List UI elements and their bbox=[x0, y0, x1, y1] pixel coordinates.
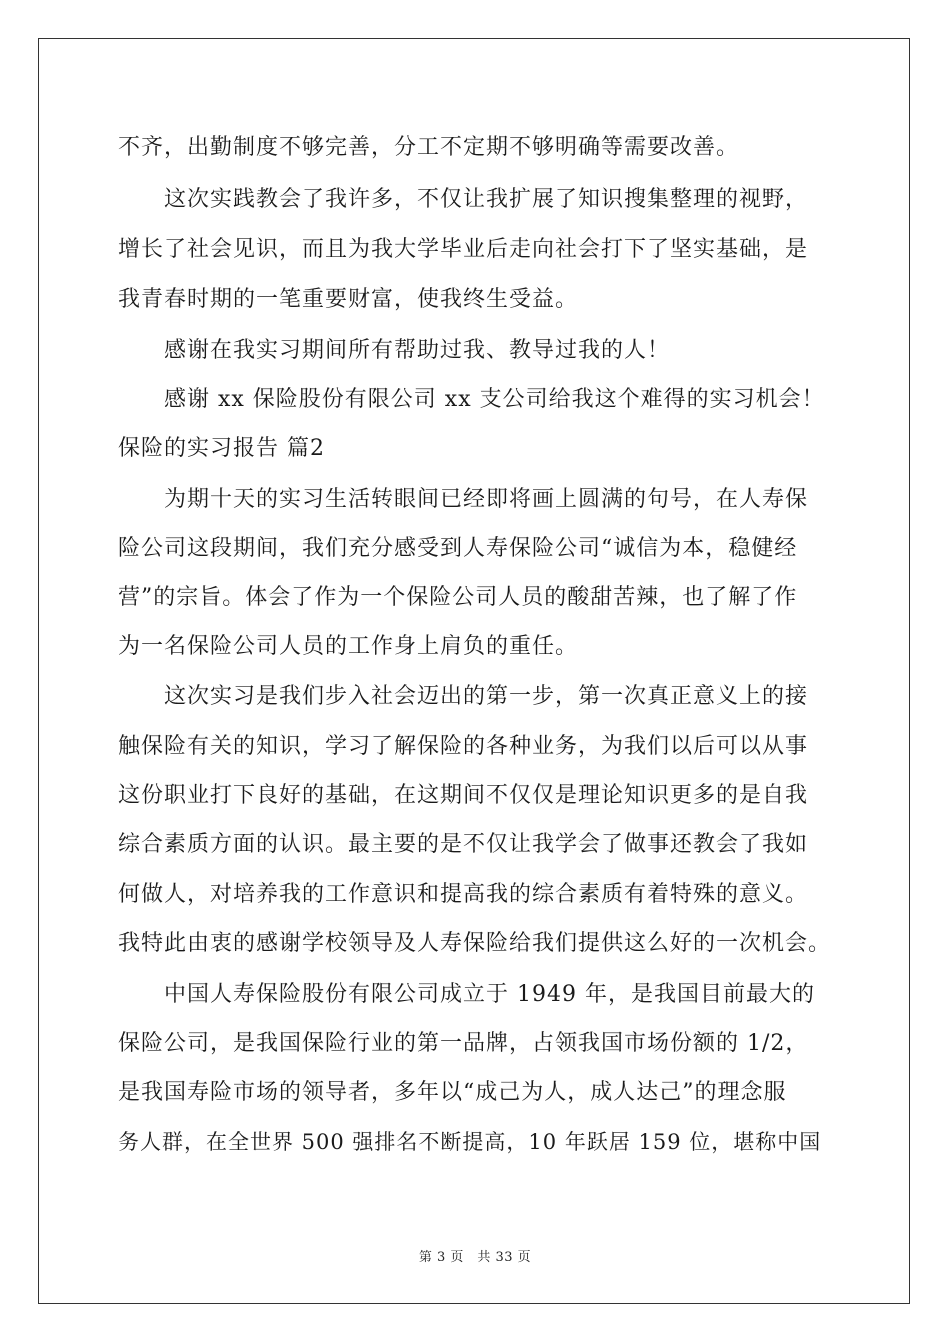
text-line: 触保险有关的知识，学习了解保险的各种业务，为我们以后可以从事 bbox=[118, 734, 809, 759]
page-border bbox=[38, 38, 910, 1304]
text-line: 我青春时期的一笔重要财富，使我终生受益。 bbox=[118, 287, 579, 312]
text-line: 综合素质方面的认识。最主要的是不仅让我学会了做事还教会了我如 bbox=[118, 832, 809, 857]
page-number: 第 3 页 共 33 页 bbox=[418, 1250, 532, 1265]
text-line: 险公司这段期间，我们充分感受到人寿保险公司“诚信为本，稳健经 bbox=[118, 536, 798, 561]
text-line: 不齐，出勤制度不够完善，分工不定期不够明确等需要改善。 bbox=[118, 135, 740, 160]
text-line: 营”的宗旨。体会了作为一个保险公司人员的酸甜苦辣，也了解了作 bbox=[118, 585, 798, 610]
text-line: 为一名保险公司人员的工作身上肩负的重任。 bbox=[118, 634, 579, 659]
text-line: 这份职业打下良好的基础，在这期间不仅仅是理论知识更多的是自我 bbox=[118, 783, 809, 808]
text-line: 感谢 xx 保险股份有限公司 xx 支公司给我这个难得的实习机会！ bbox=[118, 387, 825, 412]
text-line: 保险公司，是我国保险行业的第一品牌，占领我国市场份额的 1/2， bbox=[118, 1031, 809, 1056]
text-line: 何做人，对培养我的工作意识和提高我的综合素质有着特殊的意义。 bbox=[118, 882, 809, 907]
text-line: 中国人寿保险股份有限公司成立于 1949 年，是我国目前最大的 bbox=[118, 982, 815, 1007]
text-line: 增长了社会见识，而且为我大学毕业后走向社会打下了坚实基础，是 bbox=[118, 237, 809, 262]
text-line: 这次实习是我们步入社会迈出的第一步，第一次真正意义上的接 bbox=[118, 684, 809, 709]
text-line: 是我国寿险市场的领导者，多年以“成己为人，成人达己”的理念服 bbox=[118, 1080, 787, 1105]
text-line: 这次实践教会了我许多，不仅让我扩展了知识搜集整理的视野， bbox=[118, 187, 809, 212]
text-line: 为期十天的实习生活转眼间已经即将画上圆满的句号，在人寿保 bbox=[118, 487, 809, 512]
text-line: 务人群，在全世界 500 强排名不断提高，10 年跃居 159 位，堪称中国 bbox=[118, 1130, 822, 1154]
text-line: 感谢在我实习期间所有帮助过我、教导过我的人！ bbox=[118, 338, 671, 363]
section-heading: 保险的实习报告 篇2 bbox=[118, 436, 325, 461]
text-line: 我特此由衷的感谢学校领导及人寿保险给我们提供这么好的一次机会。 bbox=[118, 931, 832, 956]
